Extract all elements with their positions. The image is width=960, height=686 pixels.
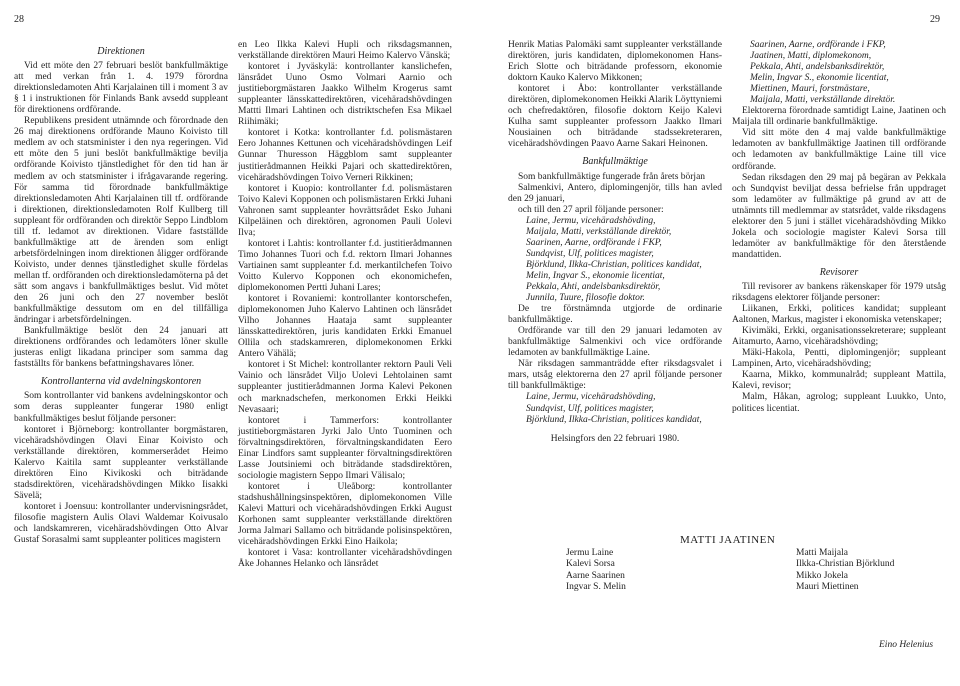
paragraph: Sedan riksdagen den 29 maj på begäran av Pekkala och Sundqvist beviljat dessa befrielse från uppdraget som ledamöter av fullmäktige på grund av att de utnämnts till medlemmar av statsrådet, valde riksdagens elektorer den 5 juni i stället vicehäradshövding Mikko Jokela och sociologie magister Kalevi Sorsa till ledamöter av bankfullmäktige för den återstående mandattiden. [732, 172, 946, 260]
column-3 [508, 40, 722, 445]
paragraph: kontoret i Tammerfors: kontrollanter justitieborgmästaren Jyrki Jalo Unto Tuominen och förvaltningsdirektören, förvaltningskandidaten Eero Einar Lindfors samt suppleanter förvaltningsdirektören Lasse Joutsiniemi och biträdande stadsdirektören, sociologie magistern Seppo Ilmari Välisalo; [238, 415, 452, 481]
paragraph: Henrik Matias Palomäki samt suppleanter verkställande direktören, juris kandidaten, diplomekonomen Hans-Erich Slotte och biträdande professorn, ekonomie doktorn Kauko Kalervo Mikkonen; [508, 40, 722, 84]
paragraph: kontoret i Jyväskylä: kontrollanter kanslichefen, länsrådet Uuno Osmo Volmari Aarnio och justitieborgmästaren Jaakko Wilhelm Krogerus samt suppleanter länsskattedirektören, vicehäradshövdingen Mattti Ilmari Lahtinen och distriktschefen Esa Mikael Riihimäki; [238, 62, 452, 128]
column-2 [238, 40, 452, 570]
signatories-left [566, 548, 626, 594]
signatory-name: Jermu Laine [566, 548, 614, 558]
column-4 [732, 40, 946, 415]
paragraph: Malm, Håkan, agrolog; suppleant Luukko, Unto, politices licentiat. [732, 392, 946, 414]
paragraph: kontoret i Björneborg: kontrollanter borgmästaren, vicehäradshövdingen Olavi Einar Koivisto och verkställande direktören, kommerserådet Heimo Kalervo Kaitila samt suppleanter verkställande direktören Eino Kivikoski och biträdande stadsdirektören, vicehäradshövdingen Mikko Iisakki Sävelä; [14, 424, 228, 501]
heading-bankfullmaktige: Bankfullmäktige [582, 156, 648, 168]
list-item: Pekkala, Ahti, andelsbanksdirektör, [526, 281, 661, 292]
list-item: Pekkala, Ahti, andelsbanksdirektör, [750, 62, 885, 73]
signatory-name: Matti Maijala [796, 548, 848, 558]
member-list [508, 216, 722, 304]
paragraph: Som bankfullmäktige fungerade från årets början [518, 171, 706, 182]
heading-revisorer: Revisorer [819, 266, 859, 278]
list-item: Laine, Jermu, vicehäradshövding, [526, 215, 656, 226]
member-list [732, 40, 946, 106]
list-item: Melin, Ingvar S., ekonomie licentiat, [526, 270, 665, 281]
list-item: Björklund, Ilkka-Christian, politices kandidat, [526, 259, 702, 270]
list-item: Saarinen, Aarne, ordförande i FKP, [750, 40, 886, 50]
paragraph: De tre förstnämnda utgjorde de ordinarie bankfullmäktige. [508, 304, 722, 326]
paragraph: kontoret i Åbo: kontrollanter verkställande direktören, diplomekonomen Heikki Alarik Löyttyniemi och chefredaktören, filosofie doktorn Keijo Kalevi Kulha samt suppleanter professorn Jaakko Ilmari Nousiainen och biträdande stadssekreteraren, vicehäradshövdingen Paavo Aarne Sakari Heinonen. [508, 84, 722, 150]
signatory-name: Aarne Saarinen [566, 570, 625, 581]
member-list [508, 392, 722, 425]
paragraph: Kivimäki, Erkki, organisationssekreterare; suppleant Aitamurto, Aarno, vicehäradshövding; [732, 326, 946, 348]
heading-direktionen: Direktionen [97, 46, 145, 57]
heading-kontrollanterna: Kontrollanterna vid avdelningskontoren [40, 376, 202, 388]
paragraph: och till den 27 april följande personer: [518, 204, 664, 215]
signatories-right [796, 548, 894, 594]
signatory-name: Mikko Jokela [796, 570, 848, 581]
paragraph: Vid sitt möte den 4 maj valde bankfullmäktige ledamoten av bankfullmäktige Jaatinen till ordförande och ledamoten av bankfullmäktige Laine till vice ordförande. [732, 128, 946, 172]
paragraph: Till revisorer av bankens räkenskaper för 1979 utsåg riksdagens elektorer följande personer: [732, 281, 946, 304]
signatory-name: Ilkka-Christian Björklund [796, 559, 895, 570]
paragraph: Kaarna, Mikko, kommunalråd; suppleant Mattila, Kalevi, revisor; [732, 370, 946, 392]
paragraph: Mäki-Hakola, Pentti, diplomingenjör; suppleant Lampinen, Arto, vicehäradshövding; [732, 348, 946, 370]
list-item: Sundqvist, Ulf, politices magister, [526, 248, 654, 259]
list-item: Saarinen, Aarne, ordförande i FKP, [526, 237, 662, 248]
list-item: Sundqvist, Ulf, politices magister, [526, 403, 654, 414]
paragraph: kontoret i Joensuu: kontrollanter undervisningsrådet, filosofie magistern Aulis Olavi Waldemar Koivusalo och landskamreren, vicehäradshövdingen Otto Alvar Gustaf Sorasalmi samt suppleanter politices magistern [14, 501, 228, 546]
chairman-signature: MATTI JAATINEN [680, 534, 776, 546]
paragraph: Ordförande var till den 29 januari ledamoten av bankfullmäktige Salmenkivi och vice ordförande ledamoten av bankfullmäktige Laine. [508, 326, 722, 359]
paragraph: Som kontrollanter vid bankens avdelningskontor och som deras suppleanter fungerar 1980 enligt bankfullmäktiges beslut följande personer: [14, 391, 228, 424]
paragraph: Liikanen, Erkki, politices kandidat; suppleant Aaltonen, Markus, magister i ekonomiska vetenskaper; [732, 304, 946, 326]
page-number-left: 28 [14, 14, 24, 25]
paragraph: kontoret i Uleåborg: kontrollanter stadshushållningsinspektören, diplomekonomen Ville Kalevi Matturi och vicehäradshövdingen Erkki August Korhonen samt suppleanter verkställande direktören Jorma Jalmari Sallamo och biträdande polisinspektören, vicehäradshövdingen Erkki Eino Haikola; [238, 481, 452, 548]
paragraph: Republikens president utnämnde och förordnade den 26 maj direktionens ordförande Mauno Koivisto till medlem av och statsminister i den nya regeringen. Vid ett möte den 5 juni beslöt bankfullmäktige bevilja ordförande Koivisto tjänstledighet för den tid han är medlem av och statsminister i ifrågavarande regering. För samma tid förordnade bankfullmäktige direktionsledamoten Ahti Karjalainen till tf. ordförande i direktionen, direktionsledamoten Rolf Kullberg till suppleant för ordföranden och direktör Seppo Lindblom till tf. ledamot av direktionen. Vidare fastställde bankfullmäktige att de ärenden som enligt arbetsfördelningen inom direktionen åligger ordförande Koivisto, under dennes tjänstledighet skulle fördelas mellan tf. ordföranden och direktionsledamöterna på det sätt som angavs i bankfullmäktiges beslut. Vid mötet den 26 juni och den 27 november beslöt bankfullmäktige dessutom om en del tillfälliga ändringar i arbetsfördelningen. [14, 116, 228, 326]
signatory-name: Kalevi Sorsa [566, 559, 615, 570]
page-number-right: 29 [930, 14, 940, 25]
paragraph: kontoret i Vasa: kontrollanter vicehäradshövdingen Åke Johannes Helanko och länsrådet [238, 548, 452, 570]
list-item: Maijala, Matti, verkställande direktör, [526, 226, 672, 237]
list-item: Björklund, Ilkka-Christian, politices kandidat, [526, 414, 702, 425]
list-item: Miettinen, Mauri, forstmästare, [750, 84, 870, 95]
signatory-name: Ingvar S. Melin [566, 582, 626, 593]
list-item: Laine, Jermu, vicehäradshövding, [526, 392, 656, 403]
paragraph: kontoret i St Michel: kontrollanter rektorn Pauli Veli Vainio och länsrådet Viljo Uolevi Lehtolainen samt suppleanter justitierådmannen Jorma Kalevi Pekonen och marknadschefen, merkonomen Erkki Heikki Nevasaari; [238, 360, 452, 415]
list-item: Melin, Ingvar S., ekonomie licentiat, [750, 73, 889, 84]
paragraph: kontoret i Kuopio: kontrollanter f.d. polismästaren Toivo Kalevi Kopponen och polismästaren Erkki Juhani Vahronen samt suppleanter hovrättsrådet Esko Juhani Kilpeläinen och direktören, agronomen Pauli Uolevi Ilva; [238, 183, 452, 238]
paragraph: Salmenkivi, Antero, diplomingenjör, tills han avled den 29 januari, [508, 182, 722, 204]
signatory-name: Mauri Miettinen [796, 582, 859, 593]
place-date: Helsingfors den 22 februari 1980. [550, 433, 680, 444]
list-item: Maijala, Matti, verkställande direktör. [750, 95, 896, 106]
countersigner: Eino Helenius [879, 640, 934, 650]
list-item: Junnila, Tuure, filosofie doktor. [526, 293, 645, 304]
paragraph: Elektorerna förordnade samtidigt Laine, Jaatinen och Maijala till ordinarie bankfullmäktige. [732, 106, 946, 128]
paragraph: kontoret i Lahtis: kontrollanter f.d. justitierådmannen Timo Johannes Tuori och f.d. rektorn Ilmari Johannes Vartiainen samt suppleanter f.d. merkantilchefen Toivo Voitto Kulervo Kopponen och ekonomichefen, diplomekonomen Pertti Juhani Lares; [238, 238, 452, 294]
paragraph: en Leo Ilkka Kalevi Hupli och riksdagsmannen, verkställande direktören Mauri Heimo Kalervo Vänskä; [238, 40, 452, 62]
list-item: Jaatinen, Matti, diplomekonom, [750, 51, 872, 62]
paragraph: kontoret i Rovaniemi: kontrollanter kontorschefen, diplomekonomen Juho Kalervo Lahtinen och länsrådet Vilho Johannes Haataja samt suppleanter länsskattedirektören, juris kandidaten Erkki Emanuel Ollila och stadskamreren, diplomekonomen Erkki Antero Vähälä; [238, 294, 452, 360]
paragraph: kontoret i Kotka: kontrollanter f.d. polismästaren Eero Johannes Kettunen och vicehäradshövdingen Leif Gunnar Thuresson Häggblom samt suppleanter justitierådmannen Heikki Pajari och skattedirektören, vicehäradshövdingen Toivo Verneri Rikkinen; [238, 128, 452, 183]
paragraph: Bankfullmäktige beslöt den 24 januari att direktionens ordförandes och ledamöters löner skulle justeras enligt likadana principer som samma dag fastställts för bankens befattningshavares löner. [14, 326, 228, 370]
column-1 [14, 40, 228, 546]
paragraph: Vid ett möte den 27 februari beslöt bankfullmäktige att med verkan från 1. 4. 1979 förordna direktionsledamoten Ahti Karjalainen till i moment 3 av § 1 i instruktionen för Finlands Bank avsedd suppleant för direktionens ordförande. [14, 61, 228, 116]
paragraph: När riksdagen sammanträdde efter riksdagsvalet i mars, utsåg elektorerna den 27 april följande personer till bankfullmäktige: [508, 359, 722, 392]
